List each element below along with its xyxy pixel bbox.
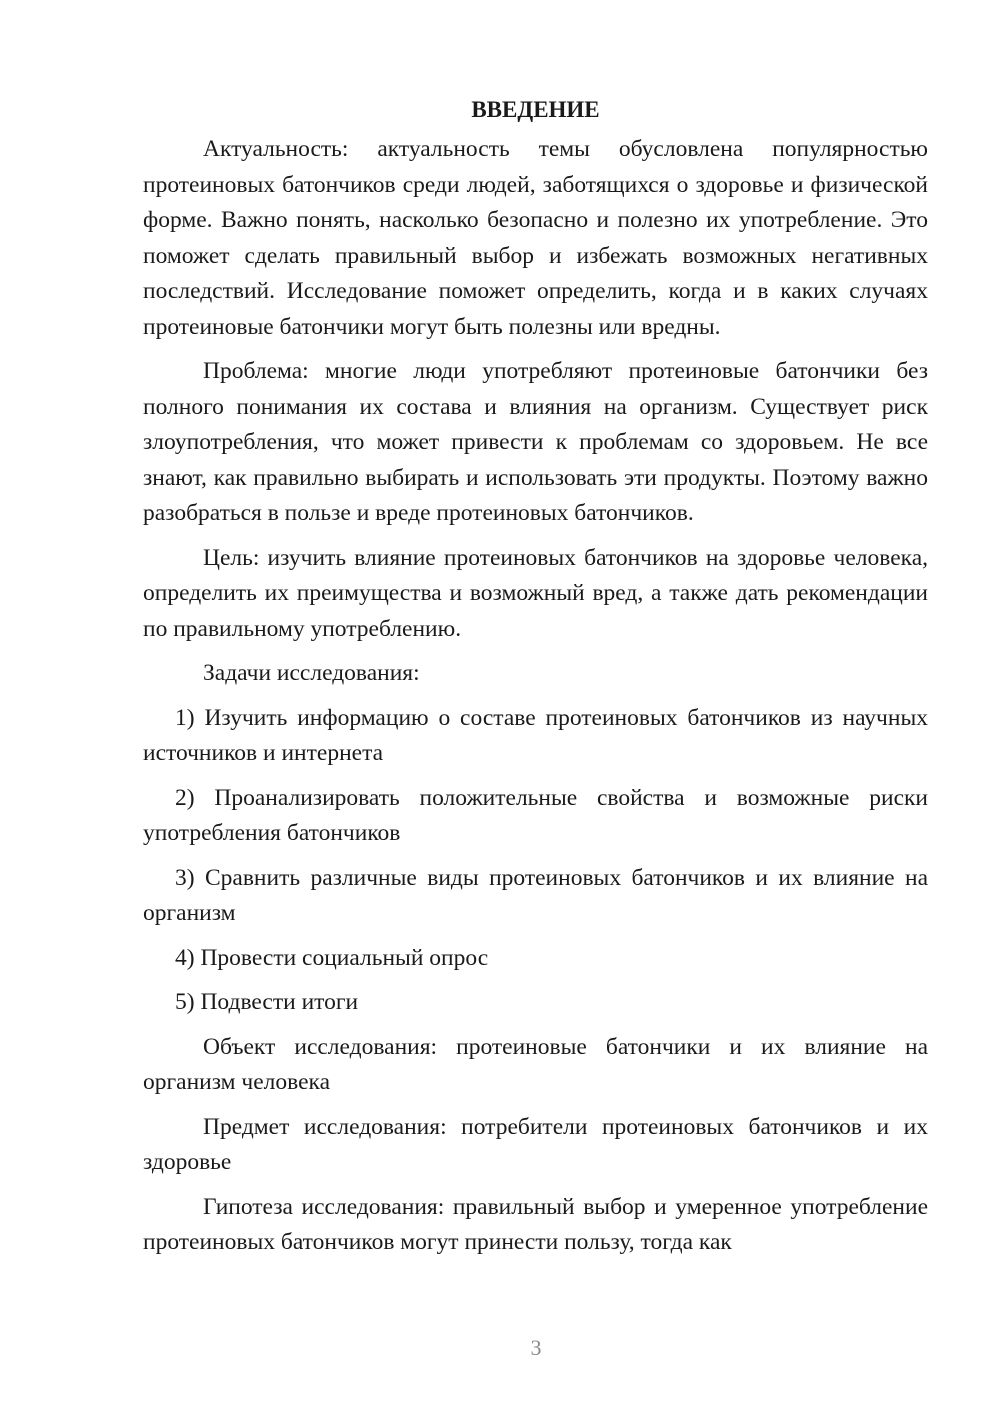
paragraph-relevance: Актуальность: актуальность темы обусловлена популярностью протеиновых батончиков среди людей, заботящихся о здоровье и физической форме. Важно понять, насколько безопасно и полезно их употребление. Это поможет сделать правильный выбор и избежать возможных негативных последствий. Исследование поможет определить, когда и в каких случаях протеиновые батончики могут быть полезны или вредны. [143,136,928,340]
task-item-5: 5) Подвести итоги [175,989,359,1015]
paragraph-goal: Цель: изучить влияние протеиновых батончиков на здоровье человека, определить их преимущества и возможный вред, а также дать рекомендации по правильному употреблению. [143,544,928,642]
section-title: ВВЕДЕНИЕ [471,97,600,122]
document-body [143,92,928,1270]
paragraph-subject: Предмет исследования: потребители протеиновых батончиков и их здоровье [143,1113,928,1175]
task-item-3: 3) Сравнить различные виды протеиновых батончиков и их влияние на организм [143,864,928,926]
task-item-1: 1) Изучить информацию о составе протеиновых батончиков из научных источников и интернета [143,704,928,766]
tasks-heading: Задачи исследования: [203,660,420,686]
paragraph-problem: Проблема: многие люди употребляют протеиновые батончики без полного понимания их состава и влияния на организм. Существует риск злоупотребления, что может привести к проблемам со здоровьем. Не все знают, как правильно выбирать и использовать эти продукты. Поэтому важно разобраться в пользе и вреде протеиновых батончиков. [143,358,928,526]
paragraph-object: Объект исследования: протеиновые батончики и их влияние на организм человека [143,1033,928,1095]
task-item-4: 4) Провести социальный опрос [175,944,489,971]
page-number: 3 [530,1335,542,1360]
paragraph-hypothesis: Гипотеза исследования: правильный выбор и умеренное употребление протеиновых батончиков могут принести пользу, тогда как [143,1193,928,1255]
task-item-2: 2) Проанализировать положительные свойства и возможные риски употребления батончиков [143,784,928,846]
